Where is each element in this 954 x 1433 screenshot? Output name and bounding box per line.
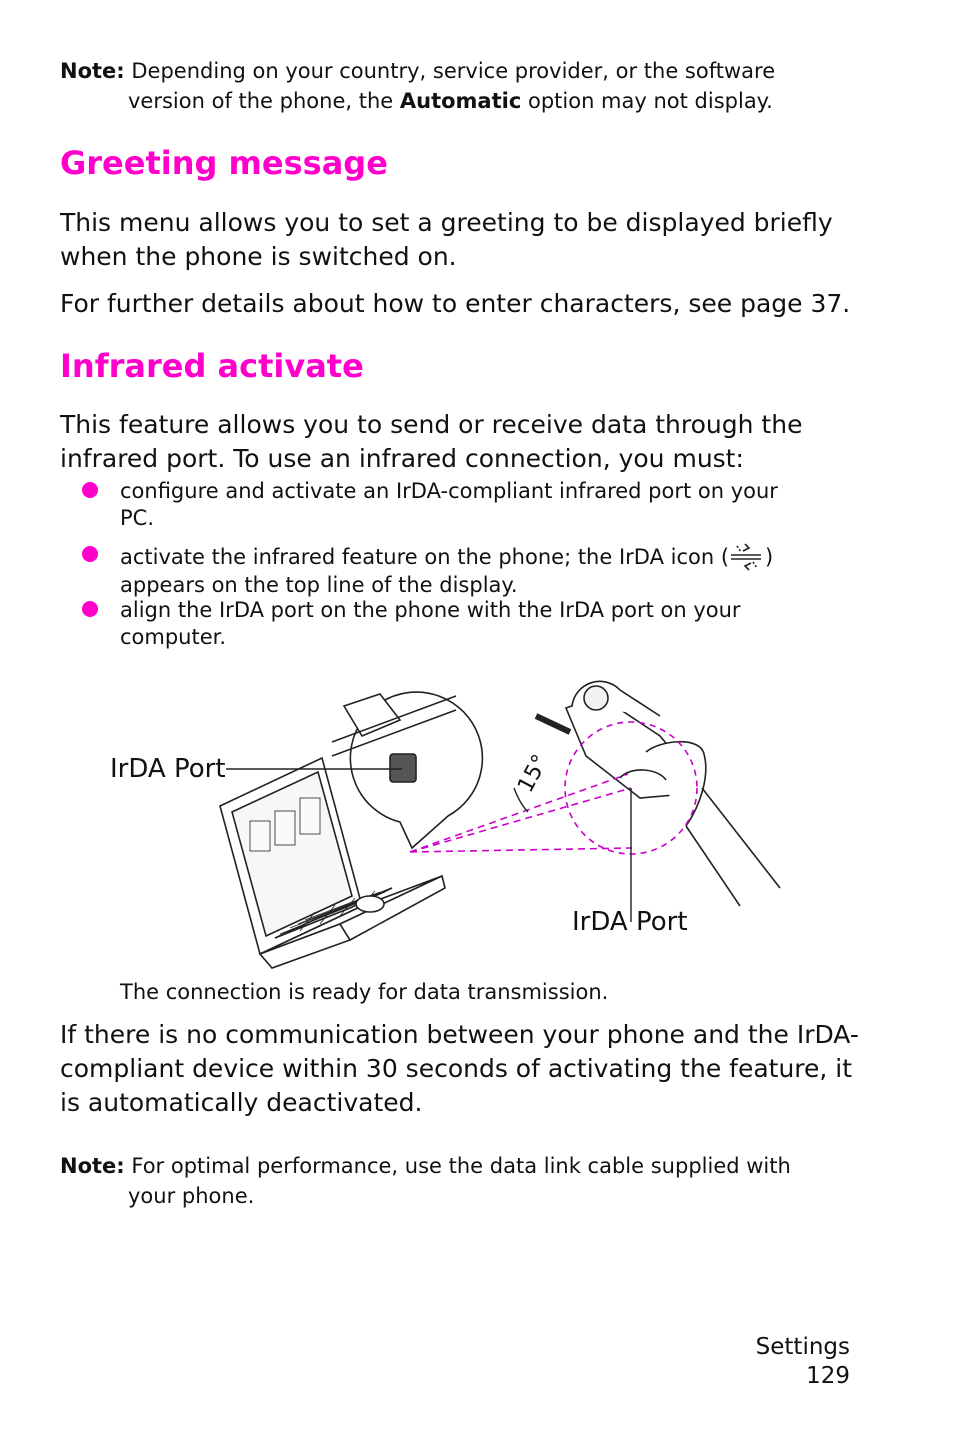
zoom-bubble	[332, 692, 482, 848]
note-text: your phone.	[128, 1184, 255, 1208]
text-line: align the IrDA port on the phone with the IrDA port on your	[120, 598, 741, 622]
footer-section: Settings	[755, 1334, 850, 1360]
bullet-item	[60, 478, 900, 534]
note-text: option may not display.	[527, 89, 773, 113]
note-text: For optimal performance, use the data link cable supplied with	[131, 1154, 791, 1178]
infrared-paragraph	[60, 408, 900, 476]
bullet-item	[60, 542, 900, 598]
note-label: Note:	[60, 59, 125, 83]
text-line: )	[765, 545, 774, 569]
text-line: appears on the top line of the display.	[120, 573, 518, 597]
greeting-reference: For further details about how to enter characters, see page 37.	[60, 289, 851, 318]
note-bold-term: Automatic	[399, 89, 522, 113]
text-line: This feature allows you to send or receive data through the	[60, 410, 803, 439]
irda-illustration	[100, 676, 860, 976]
text-line: when the phone is switched on.	[60, 242, 457, 271]
text-line: is automatically deactivated.	[60, 1088, 423, 1117]
page-footer	[756, 1333, 850, 1391]
angle-label: 15°	[513, 750, 554, 797]
text-line: computer.	[120, 625, 227, 649]
note-bottom	[60, 1151, 890, 1211]
text-line: PC.	[120, 506, 155, 530]
text-line: This menu allows you to set a greeting to be displayed briefly	[60, 208, 833, 237]
text-line: activate the infrared feature on the phone; the IrDA icon (	[120, 545, 730, 569]
text-line: infrared port. To use an infrared connection, you must:	[60, 444, 744, 473]
label-laptop-port: IrDA Port	[110, 754, 226, 784]
note-top	[60, 56, 890, 116]
note-text: Depending on your country, service provider, or the software	[131, 59, 776, 83]
label-phone-port: IrDA Port	[572, 907, 688, 937]
note-label: Note:	[60, 1154, 125, 1178]
text-line: compliant device within 30 seconds of activating the feature, it	[60, 1054, 853, 1083]
bullet-item	[60, 597, 900, 653]
note-text: version of the phone, the	[128, 89, 394, 113]
page-number: 129	[806, 1363, 850, 1389]
text-line: If there is no communication between your phone and the IrDA-	[60, 1020, 859, 1049]
figure-caption: The connection is ready for data transmission.	[120, 980, 609, 1004]
section-heading-greeting: Greeting message	[60, 144, 388, 182]
bullet-dot	[82, 601, 98, 617]
bullet-dot	[82, 482, 98, 498]
section-heading-infrared: Infrared activate	[60, 347, 364, 385]
bullet-dot	[82, 546, 98, 562]
timeout-paragraph	[60, 1018, 900, 1120]
irda-icon	[729, 542, 765, 572]
text-line: configure and activate an IrDA-compliant infrared port on your	[120, 479, 778, 503]
greeting-paragraph	[60, 206, 900, 274]
